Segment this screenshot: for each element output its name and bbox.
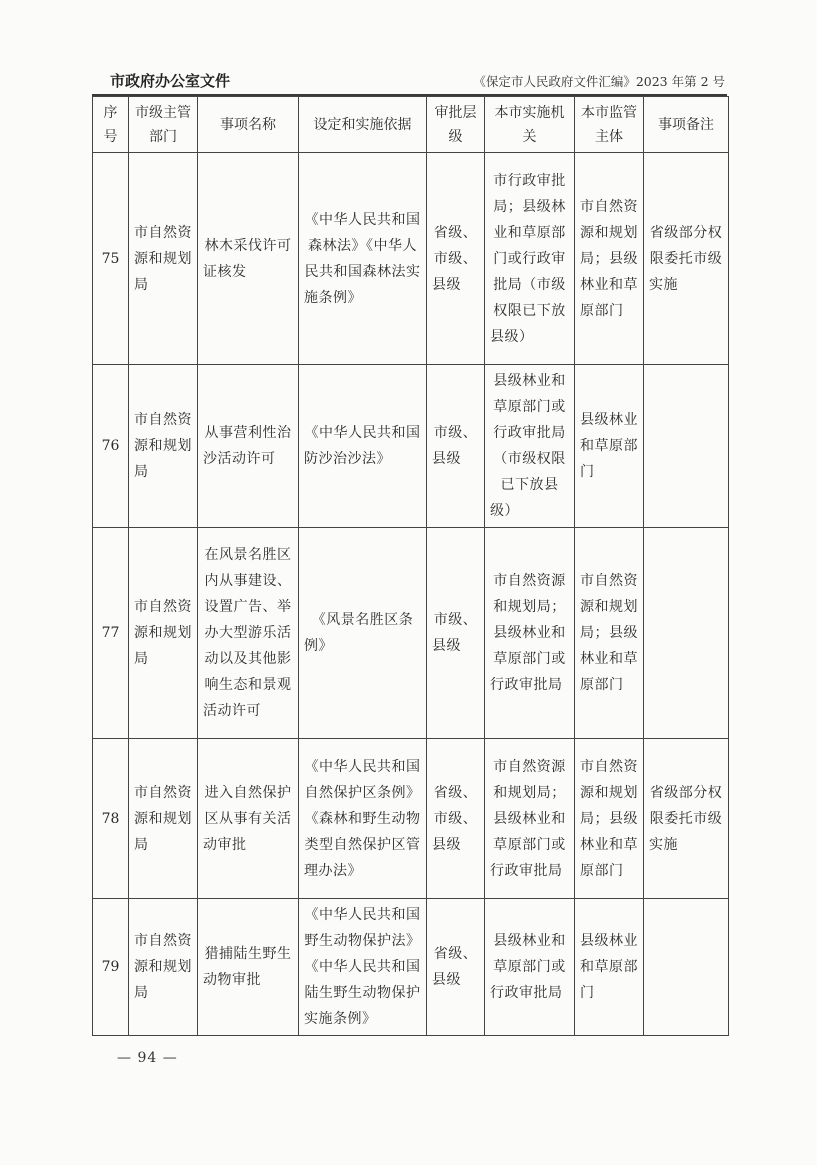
row-agency: 县级林业和草原部门或行政审批局（市级权限已下放县级） [485,365,575,528]
row-dept: 市自然资源和规划局 [129,899,198,1036]
row-level: 省级、市级、县级 [427,739,485,899]
row-agency: 市自然资源和规划局；县级林业和草原部门或行政审批局 [485,528,575,739]
row-item-name: 在风景名胜区内从事建设、设置广告、举办大型游乐活动以及其他影响生态和景观活动许可 [198,528,299,739]
row-number: 75 [93,153,129,365]
row-number: 78 [93,739,129,899]
header-issuer: 市政府办公室文件 [110,72,231,90]
row-item-name: 进入自然保护区从事有关活动审批 [198,739,299,899]
column-header-supervisor: 本市监管主体 [575,97,644,153]
table-row [93,153,729,365]
column-header-remark: 事项备注 [644,97,729,153]
row-item-name: 猎捕陆生野生动物审批 [198,899,299,1036]
row-supervisor: 市自然资源和规划局；县级林业和草原部门 [575,739,644,899]
row-supervisor: 县级林业和草原部门 [575,899,644,1036]
row-item-name: 从事营利性治沙活动许可 [198,365,299,528]
column-header-no: 序号 [93,97,129,153]
column-header-name: 事项名称 [198,97,299,153]
column-header-agency: 本市实施机关 [485,97,575,153]
table-row [93,365,729,528]
row-basis: 《中华人民共和国野生动物保护法》《中华人民共和国陆生野生动物保护实施条例》 [299,899,427,1036]
page-header [92,66,727,96]
page-number: — 94 — [117,1050,178,1066]
row-remark: 省级部分权限委托市级实施 [644,739,729,899]
row-remark [644,365,729,528]
row-number: 77 [93,528,129,739]
row-level: 省级、市级、县级 [427,153,485,365]
row-dept: 市自然资源和规划局 [129,365,198,528]
approval-items-table [92,96,729,1036]
row-basis: 《中华人民共和国防沙治沙法》 [299,365,427,528]
row-dept: 市自然资源和规划局 [129,528,198,739]
column-header-basis: 设定和实施依据 [299,97,427,153]
row-number: 76 [93,365,129,528]
row-basis: 《中华人民共和国自然保护区条例》《森林和野生动物类型自然保护区管理办法》 [299,739,427,899]
row-remark [644,899,729,1036]
row-agency: 市自然资源和规划局；县级林业和草原部门或行政审批局 [485,739,575,899]
row-level: 市级、县级 [427,528,485,739]
row-dept: 市自然资源和规划局 [129,153,198,365]
row-supervisor: 市自然资源和规划局；县级林业和草原部门 [575,528,644,739]
column-header-dept: 市级主管部门 [129,97,198,153]
row-remark: 省级部分权限委托市级实施 [644,153,729,365]
table-header-row [93,97,729,153]
row-basis: 《风景名胜区条例》 [299,528,427,739]
row-remark [644,528,729,739]
row-supervisor: 市自然资源和规划局；县级林业和草原部门 [575,153,644,365]
row-level: 市级、县级 [427,365,485,528]
table-row [93,899,729,1036]
row-supervisor: 县级林业和草原部门 [575,365,644,528]
row-level: 省级、县级 [427,899,485,1036]
table-row [93,528,729,739]
row-basis: 《中华人民共和国森林法》《中华人民共和国森林法实施条例》 [299,153,427,365]
row-number: 79 [93,899,129,1036]
row-agency: 县级林业和草原部门或行政审批局 [485,899,575,1036]
row-agency: 市行政审批局；县级林业和草原部门或行政审批局（市级权限已下放县级） [485,153,575,365]
header-publication: 《保定市人民政府文件汇编》2023 年第 2 号 [473,74,725,89]
row-dept: 市自然资源和规划局 [129,739,198,899]
row-item-name: 林木采伐许可证核发 [198,153,299,365]
column-header-level: 审批层级 [427,97,485,153]
table-row [93,739,729,899]
